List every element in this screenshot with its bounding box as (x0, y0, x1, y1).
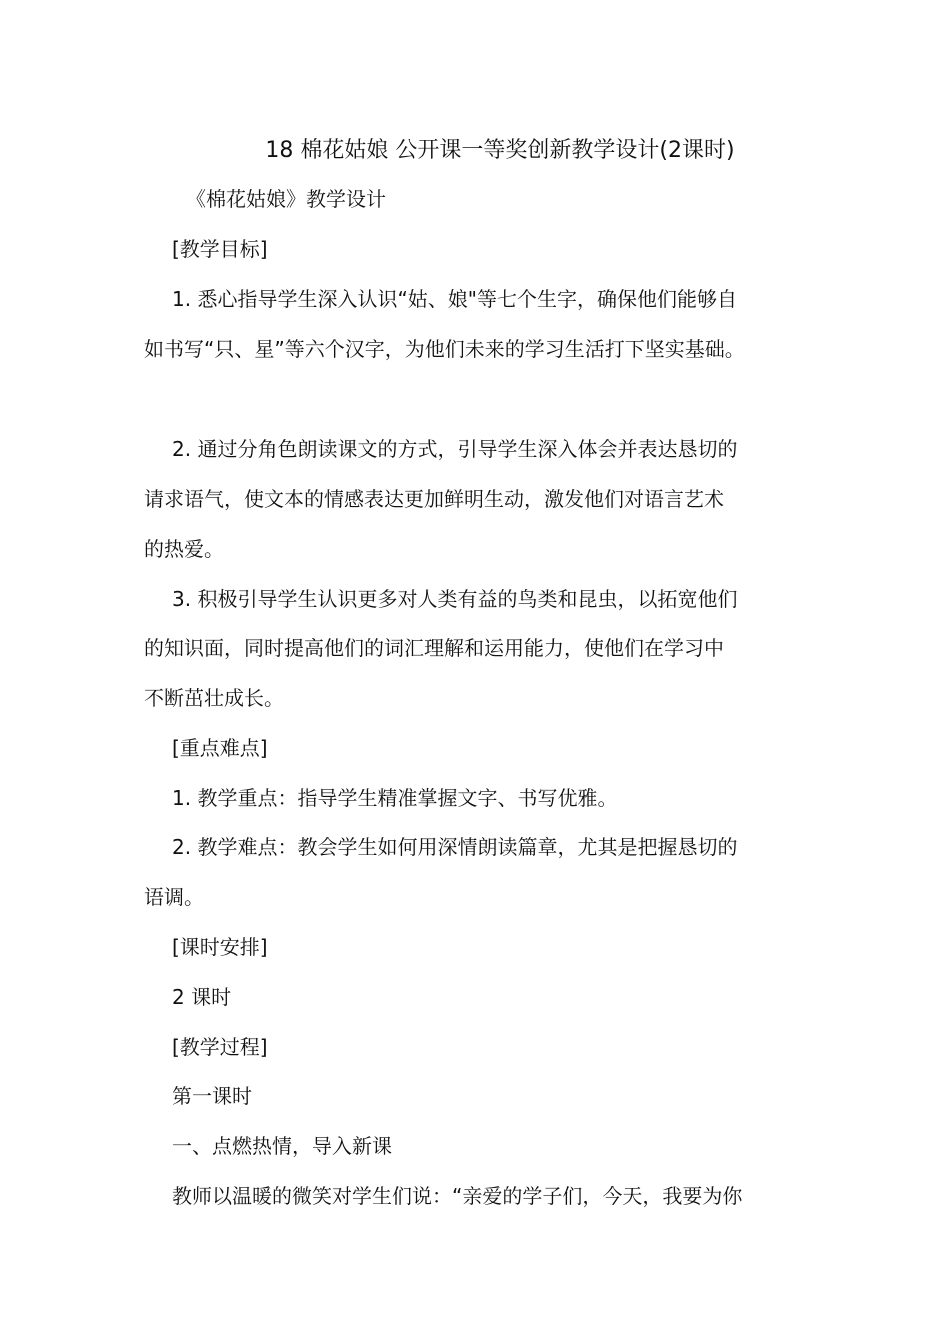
paragraph-line: 的热爱。 (144, 537, 224, 561)
section-heading-process: [教学过程] (172, 1035, 268, 1059)
section-heading-schedule: [课时安排] (172, 935, 268, 959)
paragraph-line: 1. 教学重点：指导学生精准掌握文字、书写优雅。 (172, 786, 618, 810)
paragraph-line: 第一课时 (172, 1084, 252, 1108)
paragraph-line: 一、点燃热情，导入新课 (172, 1134, 392, 1158)
paragraph-line: 3. 积极引导学生认识更多对人类有益的鸟类和昆虫，以拓宽他们 (172, 587, 738, 611)
paragraph-line: 2. 通过分角色朗读课文的方式，引导学生深入体会并表达恳切的 (172, 437, 738, 461)
paragraph-line: 不断茁壮成长。 (144, 686, 284, 710)
paragraph-line: 2 课时 (172, 985, 232, 1009)
section-heading-objectives: [教学目标] (172, 237, 268, 261)
paragraph-line: 1. 悉心指导学生深入认识“姑、娘"等七个生字，确保他们能够自 (172, 287, 737, 311)
paragraph-line: 2. 教学难点：教会学生如何用深情朗读篇章，尤其是把握恳切的 (172, 835, 738, 859)
paragraph-line: 语调。 (144, 885, 204, 909)
paragraph-line: 的知识面，同时提高他们的词汇理解和运用能力，使他们在学习中 (144, 636, 724, 660)
document-subtitle: 《棉花姑娘》教学设计 (186, 187, 386, 211)
paragraph-line: 如书写“只、星”等六个汉字，为他们未来的学习生活打下坚实基础。 (144, 337, 745, 361)
section-heading-key-points: [重点难点] (172, 736, 268, 760)
paragraph-line: 请求语气，使文本的情感表达更加鲜明生动，激发他们对语言艺术 (144, 487, 724, 511)
paragraph-line: 教师以温暖的微笑对学生们说：“亲爱的学子们，今天，我要为你 (172, 1184, 743, 1208)
document-title: 18 棉花姑娘 公开课一等奖创新教学设计(2课时) (265, 138, 735, 163)
